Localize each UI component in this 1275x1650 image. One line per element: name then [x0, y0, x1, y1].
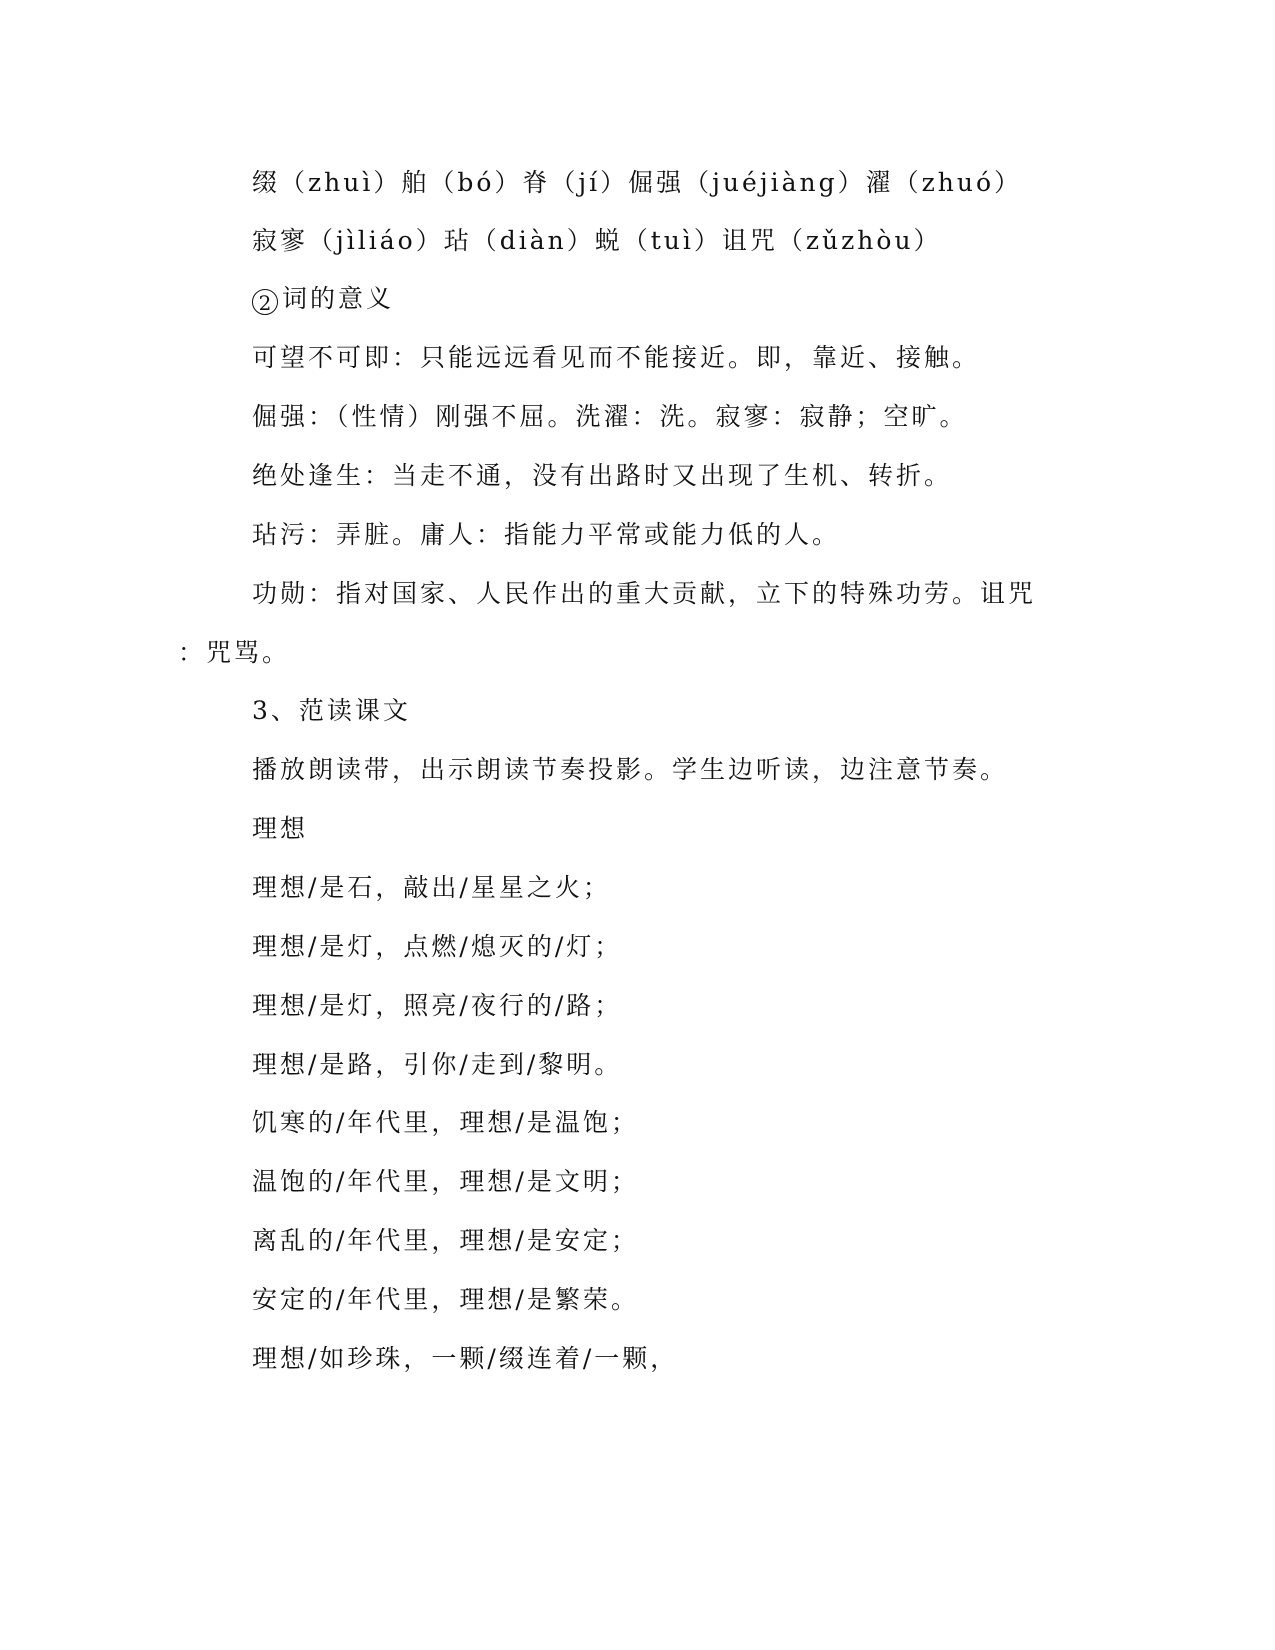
poem-line-5: 饥寒的/年代里，理想/是温饱； [252, 1108, 639, 1137]
circled-number: 2 [252, 289, 278, 315]
poem-line-2: 理想/是灯，点燃/熄灭的/灯； [252, 932, 623, 961]
definition-line-5: 功勋：指对国家、人民作出的重大贡献，立下的特殊功劳。诅咒 [252, 579, 1037, 608]
poem-line-7: 离乱的/年代里，理想/是安定； [252, 1226, 639, 1255]
poem-line-6: 温饱的/年代里，理想/是文明； [252, 1167, 639, 1196]
definition-line-4: 玷污：弄脏。庸人：指能力平常或能力低的人。 [252, 520, 841, 549]
definition-line-1: 可望不可即：只能远远看见而不能接近。即，靠近、接触。 [252, 343, 981, 372]
section-heading-text: 词的意义 [282, 284, 395, 313]
definition-line-5-continued: ：咒骂。 [178, 638, 291, 667]
section-heading-reading: 3、范读课文 [252, 696, 411, 725]
poem-title: 理想 [252, 814, 309, 843]
definition-line-2: 倔强：（性情）刚强不屈。洗濯：洗。寂寥：寂静；空旷。 [252, 402, 968, 431]
poem-line-9: 理想/如珍珠，一颗/缀连着/一颗， [252, 1344, 679, 1373]
poem-line-1: 理想/是石，敲出/星星之火； [252, 873, 611, 902]
poem-line-3: 理想/是灯，照亮/夜行的/路； [252, 991, 623, 1020]
definition-line-3: 绝处逢生：当走不通，没有出路时又出现了生机、转折。 [252, 461, 953, 490]
section-heading-word-meaning [252, 286, 394, 315]
pinyin-line-2: 寂寥（jìliáo）玷（diàn）蜕（tuì）诅咒（zǔzhòu） [252, 226, 942, 255]
instruction-line: 播放朗读带，出示朗读节奏投影。学生边听读，边注意节奏。 [252, 755, 1009, 784]
poem-line-8: 安定的/年代里，理想/是繁荣。 [252, 1285, 639, 1314]
poem-line-4: 理想/是路，引你/走到/黎明。 [252, 1050, 623, 1079]
pinyin-line-1: 缀（zhuì）舶（bó）脊（jí）倔强（juéjiàng）濯（zhuó） [252, 168, 1023, 197]
